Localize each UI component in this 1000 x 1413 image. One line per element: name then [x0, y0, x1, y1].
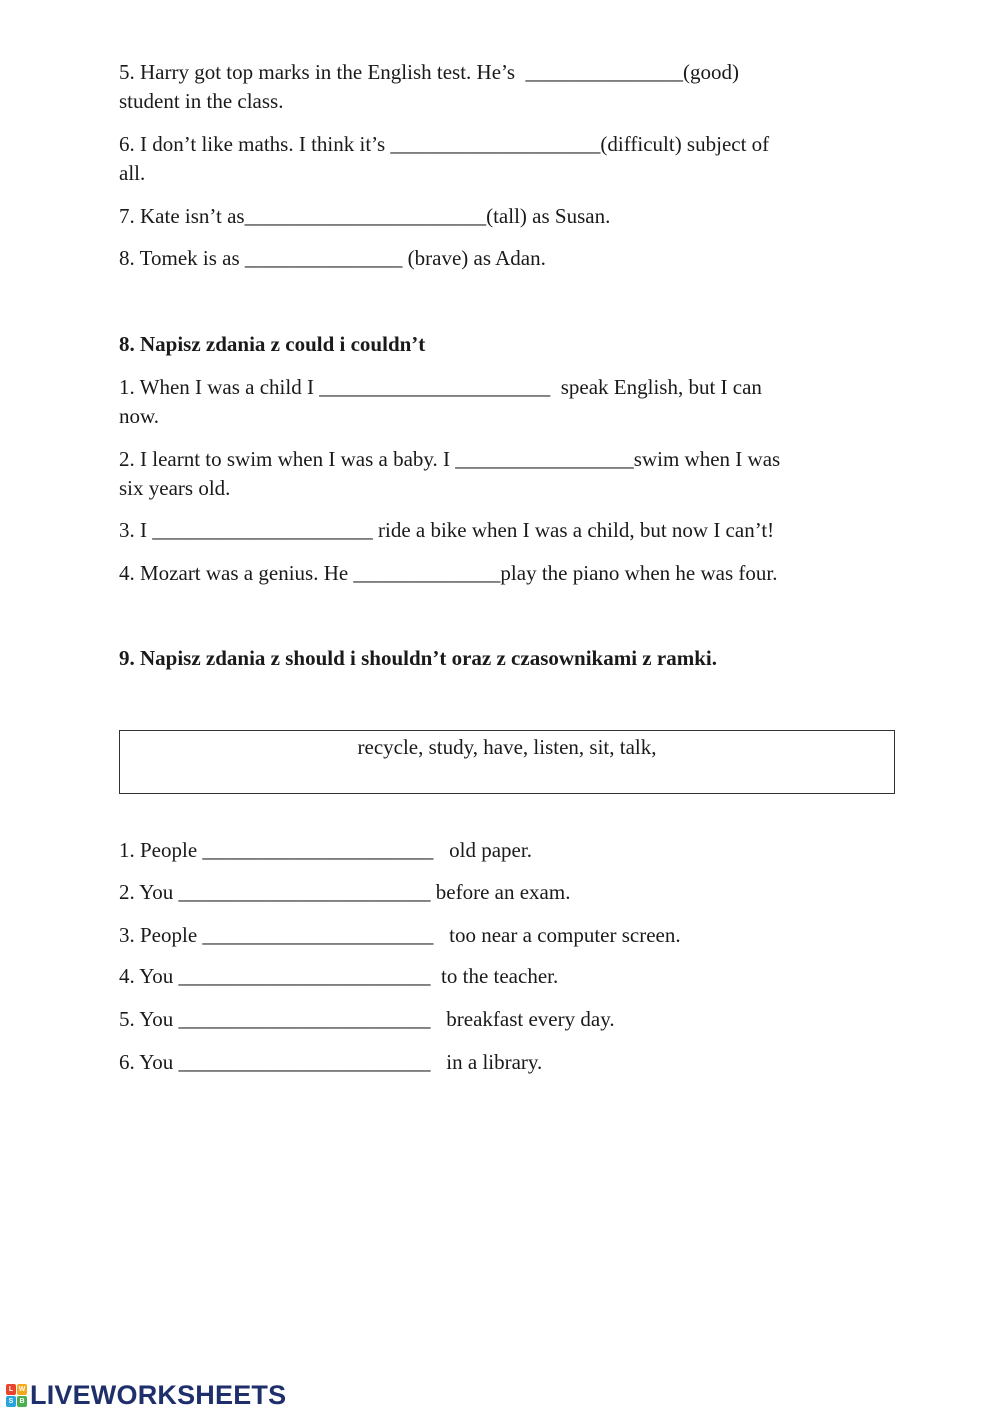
exercise-8-item-2-line-2: six years old. — [119, 476, 231, 500]
exercise-7-item-6-line-1: 6. I don’t like maths. I think it’s ____________________(difficult) subject of — [119, 132, 770, 156]
logo-mark-icon — [6, 1384, 28, 1408]
exercise-7-item-7: 7. Kate isn’t as_______________________(tall) as Susan. — [119, 204, 611, 228]
exercise-8-item-4: 4. Mozart was a genius. He ______________play the piano when he was four. — [119, 561, 778, 585]
exercise-9-item-2: 2. You ________________________ before an exam. — [119, 880, 571, 904]
logo-mark-tile: L — [6, 1384, 16, 1395]
logo-mark-tile: S — [6, 1396, 16, 1407]
exercise-7-item-5-line-1: 5. Harry got top marks in the English test. He’s _______________(good) — [119, 60, 740, 84]
exercise-8-item-1-line-2: now. — [119, 404, 160, 428]
liveworksheets-logo — [6, 1380, 286, 1411]
exercise-9-item-6: 6. You ________________________ in a library. — [119, 1050, 543, 1074]
word-box — [119, 730, 895, 794]
exercise-8-item-1-line-1: 1. When I was a child I ______________________ speak English, but I can — [119, 375, 762, 399]
exercise-9-heading: 9. Napisz zdania z should i shouldn’t oraz z czasownikami z ramki. — [119, 646, 717, 670]
exercise-9-item-3: 3. People ______________________ too near a computer screen. — [119, 923, 681, 947]
logo-text: LIVEWORKSHEETS — [30, 1380, 287, 1410]
logo-mark-tile: W — [18, 1385, 26, 1393]
exercise-7-item-6-line-2: all. — [119, 161, 146, 185]
exercise-8-item-2-line-1: 2. I learnt to swim when I was a baby. I _________________swim when I was — [119, 447, 781, 471]
exercise-9-item-4: 4. You ________________________ to the teacher. — [119, 964, 559, 988]
exercise-9-item-1: 1. People ______________________ old paper. — [119, 838, 532, 862]
logo-mark-tile: B — [17, 1396, 27, 1407]
exercise-7-item-8: 8. Tomek is as _______________ (brave) as Adan. — [119, 246, 546, 270]
exercise-9-item-5: 5. You ________________________ breakfast every day. — [119, 1007, 615, 1031]
word-box-text: recycle, study, have, listen, sit, talk, — [357, 735, 657, 759]
exercise-8-heading: 8. Napisz zdania z could i couldn’t — [119, 332, 426, 356]
exercise-8-item-3: 3. I _____________________ ride a bike when I was a child, but now I can’t! — [119, 518, 775, 542]
exercise-7-item-5-line-2: student in the class. — [119, 89, 284, 113]
